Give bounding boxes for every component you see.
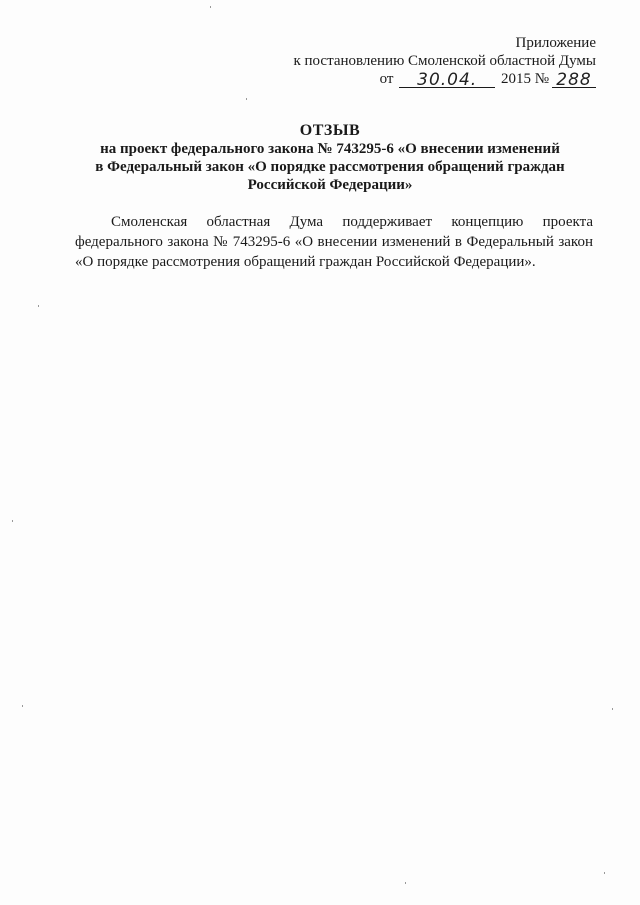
number-field bbox=[552, 71, 596, 88]
document-title-block bbox=[70, 122, 590, 194]
year-and-number-label: 2015 № bbox=[500, 71, 549, 87]
body-line-1 bbox=[75, 212, 593, 232]
scan-speck bbox=[22, 705, 23, 707]
document-heading: ОТЗЫВ bbox=[299, 122, 361, 139]
appendix-header bbox=[293, 34, 596, 88]
title-line-3: Российской Федерации» bbox=[247, 177, 413, 193]
scan-speck bbox=[604, 872, 605, 874]
title-line-1: на проект федерального закона № 743295-6 «О внесении изменений bbox=[100, 141, 560, 157]
date-prefix: от bbox=[379, 71, 394, 87]
scan-speck bbox=[210, 6, 211, 8]
handwritten-date: 30.04. bbox=[417, 70, 478, 90]
document-body bbox=[75, 212, 593, 272]
scan-speck bbox=[12, 520, 13, 522]
appendix-resolution-ref: к постановлению Смоленской областной Думы bbox=[293, 53, 596, 69]
scan-speck bbox=[405, 882, 406, 884]
body-line-3: «О порядке рассмотрения обращений граждан Российской Федерации». bbox=[75, 254, 536, 270]
scan-speck bbox=[38, 305, 39, 307]
date-field bbox=[399, 71, 495, 88]
body-line-1-text: Смоленская областная Дума поддерживает концепцию проекта bbox=[111, 214, 593, 230]
handwritten-number: 288 bbox=[556, 70, 592, 90]
appendix-date-line bbox=[293, 70, 596, 88]
title-line-2: в Федеральный закон «О порядке рассмотрения обращений граждан bbox=[95, 159, 565, 175]
body-line-2: федерального закона № 743295-6 «О внесении изменений в Федеральный закон bbox=[75, 234, 593, 250]
scan-speck bbox=[246, 98, 247, 100]
scan-speck bbox=[612, 708, 613, 710]
appendix-label: Приложение bbox=[515, 35, 596, 51]
